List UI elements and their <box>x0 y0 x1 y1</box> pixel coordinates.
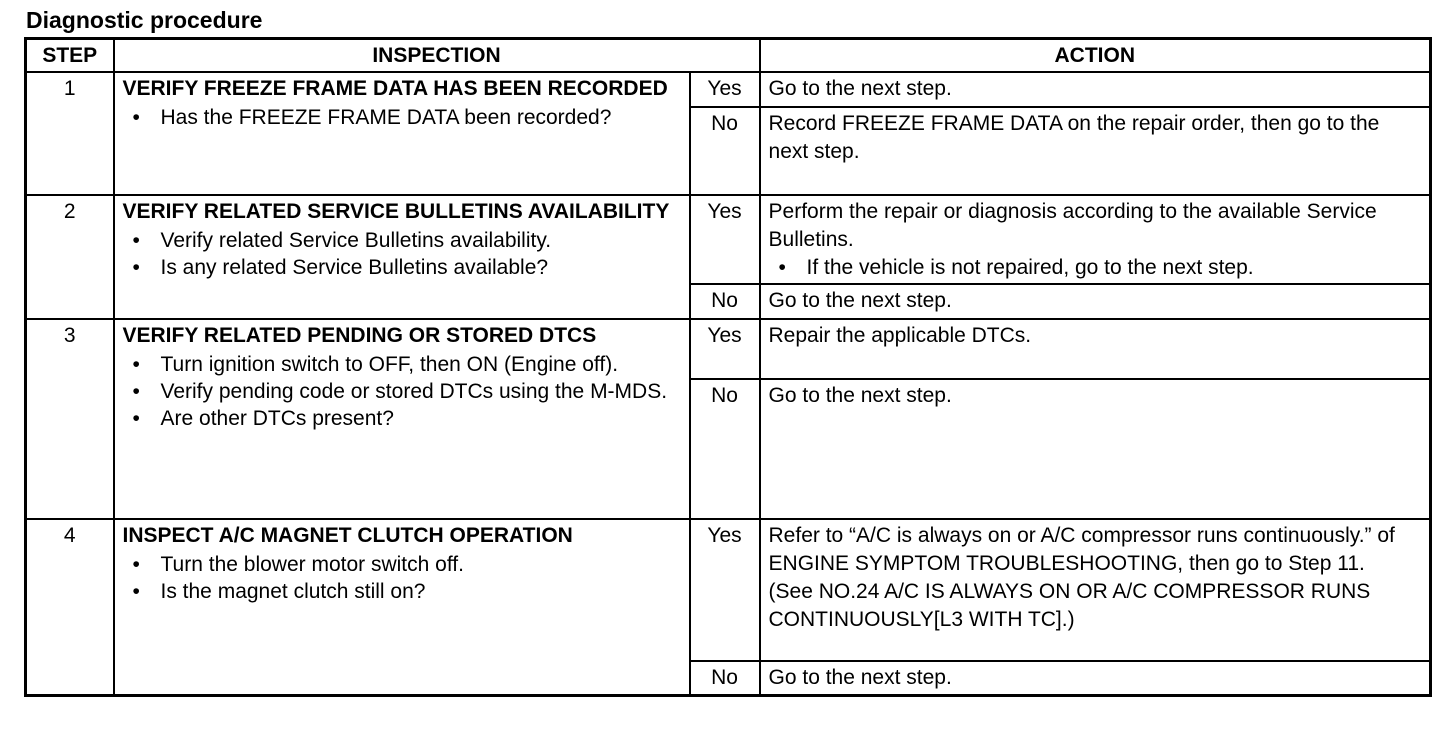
no-action <box>760 107 1431 195</box>
inspection-header: INSPECTION <box>114 39 760 73</box>
yes-action <box>760 319 1431 379</box>
inspection-bullet: • Turn the blower motor switch off. <box>123 551 683 578</box>
diagnostic-procedure-table <box>24 37 1432 697</box>
action-text: (See NO.24 A/C IS ALWAYS ON OR A/C COMPRESSOR RUNS CONTINUOUSLY[L3 WITH TC].) <box>768 580 1371 631</box>
step-number: 2 <box>26 195 114 319</box>
inspection-cell <box>114 319 690 519</box>
action-header: ACTION <box>760 39 1431 73</box>
action-text: Go to the next step. <box>768 77 952 100</box>
action-bullet: • If the vehicle is not repaired, go to the next step. <box>769 254 1424 281</box>
no-label: No <box>690 661 760 696</box>
no-label: No <box>690 107 760 195</box>
no-action <box>760 661 1431 696</box>
page-title: Diagnostic procedure <box>26 7 263 33</box>
action-text: Go to the next step. <box>768 384 952 407</box>
inspection-bullet: • Verify related Service Bulletins availability. <box>123 227 683 254</box>
yes-label: Yes <box>690 72 760 107</box>
inspection-cell <box>114 72 690 195</box>
step-number: 3 <box>26 319 114 519</box>
action-text: Refer to “A/C is always on or A/C compressor runs continuously.” of ENGINE SYMPTOM TROUBLESHOOTING, then go to Step 11. <box>768 524 1395 575</box>
table-row <box>26 72 1431 107</box>
step-number: 4 <box>26 519 114 696</box>
inspection-heading: VERIFY RELATED SERVICE BULLETINS AVAILABILITY <box>122 200 670 223</box>
inspection-heading: INSPECT A/C MAGNET CLUTCH OPERATION <box>122 524 573 547</box>
action-text: Perform the repair or diagnosis according to the available Service Bulletins. <box>768 200 1377 251</box>
inspection-bullet: • Turn ignition switch to OFF, then ON (Engine off). <box>123 351 683 378</box>
table-row <box>26 195 1431 284</box>
inspection-cell <box>114 519 690 696</box>
action-text: Record FREEZE FRAME DATA on the repair order, then go to the next step. <box>768 112 1380 163</box>
yes-label: Yes <box>690 319 760 379</box>
inspection-bullet: • Are other DTCs present? <box>123 405 683 432</box>
inspection-bullet: • Has the FREEZE FRAME DATA been recorded? <box>123 104 683 131</box>
yes-action <box>760 519 1431 661</box>
header-row <box>26 39 1431 73</box>
action-text: Go to the next step. <box>768 289 952 312</box>
action-text: Repair the applicable DTCs. <box>768 324 1032 347</box>
table-row <box>26 319 1431 379</box>
inspection-bullet: • Verify pending code or stored DTCs using the M-MDS. <box>123 378 683 405</box>
yes-action <box>760 195 1431 284</box>
inspection-heading: VERIFY RELATED PENDING OR STORED DTCS <box>122 324 597 347</box>
yes-label: Yes <box>690 195 760 284</box>
yes-label: Yes <box>690 519 760 661</box>
no-action <box>760 284 1431 319</box>
inspection-cell <box>114 195 690 319</box>
step-number: 1 <box>26 72 114 195</box>
inspection-bullet: • Is any related Service Bulletins available? <box>123 254 683 281</box>
inspection-bullet: • Is the magnet clutch still on? <box>123 578 683 605</box>
table-row <box>26 519 1431 661</box>
no-label: No <box>690 284 760 319</box>
inspection-heading: VERIFY FREEZE FRAME DATA HAS BEEN RECORDED <box>122 77 668 100</box>
action-text: Go to the next step. <box>768 666 952 689</box>
no-label: No <box>690 379 760 519</box>
yes-action <box>760 72 1431 107</box>
step-header: STEP <box>26 39 114 73</box>
no-action <box>760 379 1431 519</box>
